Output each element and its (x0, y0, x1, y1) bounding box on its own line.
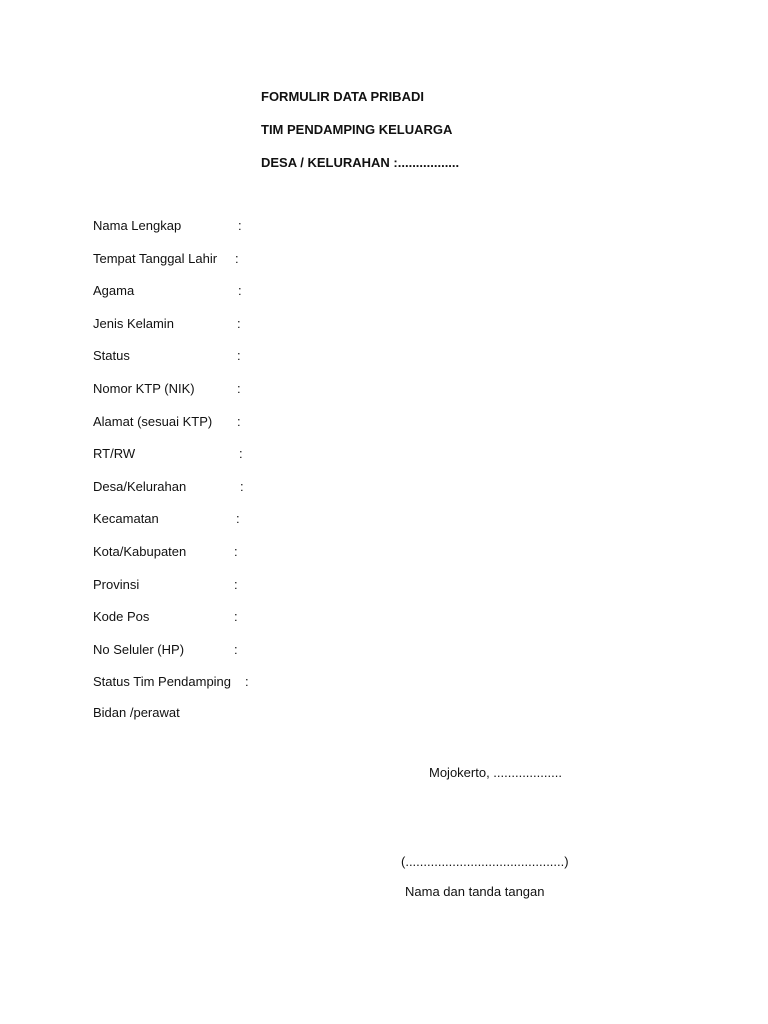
form-header (261, 88, 459, 187)
field-colon: : (237, 348, 241, 364)
field-label: Nama Lengkap (93, 218, 182, 233)
field-colon: : (238, 283, 242, 299)
field-colon: : (234, 576, 238, 592)
field-colon: : (237, 413, 241, 429)
place-date-line: Mojokerto, ................... (429, 765, 562, 780)
field-colon: : (235, 250, 239, 266)
field-colon: : (234, 543, 238, 559)
field-colon: : (236, 511, 240, 527)
field-label: Status (93, 348, 130, 364)
field-colon: : (234, 641, 238, 657)
field-label: Kode Pos (93, 609, 150, 625)
team-status-value: Bidan /perawat (93, 705, 180, 720)
signature-caption: Nama dan tanda tangan (405, 884, 545, 899)
field-colon: : (234, 609, 238, 625)
field-label: Kota/Kabupaten (93, 543, 187, 559)
form-subtitle: TIM PENDAMPING KELUARGA (261, 122, 453, 137)
field-label: RT/RW (93, 446, 136, 462)
village-line: DESA / KELURAHAN :................. (261, 155, 460, 170)
field-label: Nomor KTP (NIK) (93, 380, 195, 396)
field-label: Desa/Kelurahan (93, 478, 187, 494)
field-colon: : (238, 218, 242, 233)
field-label: Kecamatan (93, 511, 159, 527)
field-label: Jenis Kelamin (93, 315, 174, 331)
field-label: Status Tim Pendamping (93, 674, 232, 690)
field-label: No Seluler (HP) (93, 641, 185, 657)
field-colon: : (245, 674, 249, 690)
field-label: Agama (93, 283, 135, 299)
signature-blank-line: (............................................) (401, 854, 569, 869)
field-colon: : (239, 446, 243, 462)
field-colon: : (240, 478, 244, 494)
field-colon: : (237, 315, 241, 331)
form-title: FORMULIR DATA PRIBADI (261, 89, 424, 104)
field-colon: : (237, 380, 241, 396)
field-label: Provinsi (93, 576, 140, 592)
field-label: Tempat Tanggal Lahir (93, 250, 218, 266)
field-label: Alamat (sesuai KTP) (93, 413, 213, 429)
